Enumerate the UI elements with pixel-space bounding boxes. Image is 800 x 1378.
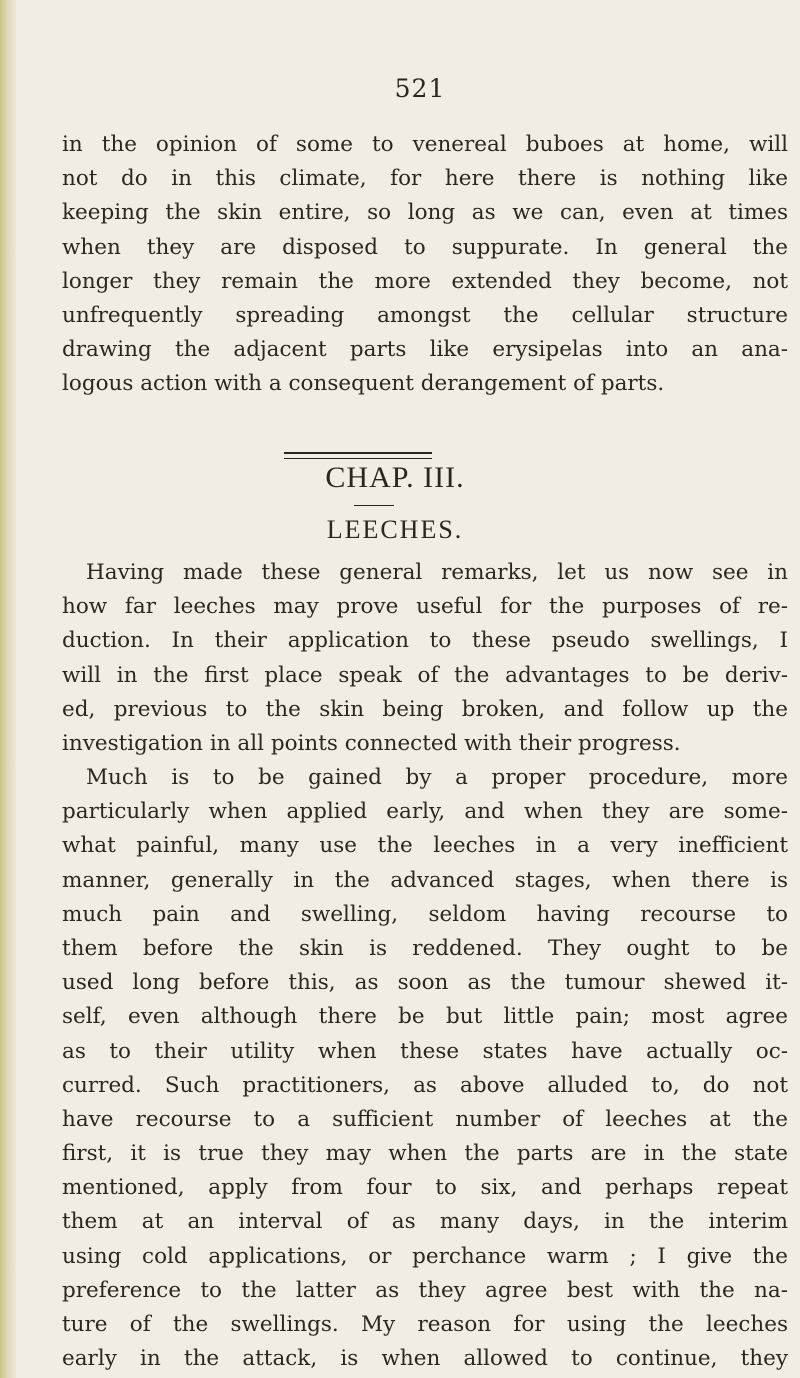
text-line: unfrequently spreading amongst the cellular structure bbox=[62, 302, 788, 328]
text-line: first, it is true they may when the parts are in the state bbox=[62, 1141, 788, 1167]
heading-underline bbox=[354, 505, 394, 506]
text-line: in the opinion of some to venereal buboes at home, will bbox=[62, 132, 788, 157]
text-line: drawing the adjacent parts like erysipelas into an ana- bbox=[62, 337, 788, 363]
text-line: duction. In their application to these pseudo swellings, I bbox=[62, 628, 788, 654]
text-line: investigation in all points connected with their progress. bbox=[62, 730, 681, 756]
body-paragraph bbox=[62, 761, 788, 1376]
text-line: using cold applications, or perchance warm ; I give the bbox=[62, 1243, 788, 1269]
text-line: have recourse to a sufficient number of leeches at the bbox=[62, 1106, 788, 1132]
text-line: how far leeches may prove useful for the purposes of re- bbox=[62, 594, 788, 620]
text-line: preference to the latter as they agree best with the na- bbox=[62, 1277, 788, 1303]
body-paragraph bbox=[62, 556, 788, 761]
text-line: will in the first place speak of the advantages to be deriv- bbox=[62, 662, 788, 688]
text-line: early in the attack, is when allowed to continue, they bbox=[62, 1346, 788, 1372]
text-line: manner, generally in the advanced stages, when there is bbox=[62, 867, 788, 893]
text-line: when they are disposed to suppurate. In general the bbox=[62, 234, 788, 260]
text-line: keeping the skin entire, so long as we can, even at times bbox=[62, 200, 788, 226]
text-line: as to their utility when these states have actually oc- bbox=[62, 1038, 788, 1064]
text-line: ture of the swellings. My reason for using the leeches bbox=[62, 1312, 788, 1337]
text-line: Having made these general remarks, let us now see in bbox=[86, 560, 788, 585]
text-line: them before the skin is reddened. They ought to be bbox=[62, 935, 788, 961]
chapter-heading: CHAP. III. bbox=[325, 461, 465, 494]
text-line: not do in this climate, for here there is nothing like bbox=[62, 166, 788, 192]
text-line: them at an interval of as many days, in the interim bbox=[62, 1209, 788, 1235]
opening-paragraph bbox=[62, 128, 788, 402]
text-line: much pain and swelling, seldom having recourse to bbox=[62, 901, 788, 927]
text-line: self, even although there be but little pain; most agree bbox=[62, 1004, 788, 1030]
page-number: 521 bbox=[394, 74, 446, 103]
text-line: used long before this, as soon as the tumour shewed it- bbox=[62, 970, 788, 996]
text-line: longer they remain the more extended they become, not bbox=[62, 268, 788, 294]
text-line: curred. Such practitioners, as above alluded to, do not bbox=[62, 1072, 788, 1098]
text-line: logous action with a consequent derangement of parts. bbox=[62, 371, 665, 397]
text-line: ed, previous to the skin being broken, and follow up the bbox=[62, 696, 788, 722]
text-line: particularly when applied early, and when they are some- bbox=[62, 799, 788, 825]
text-line: Much is to be gained by a proper procedure, more bbox=[86, 765, 788, 790]
text-line: what painful, many use the leeches in a very inefficient bbox=[62, 833, 788, 859]
text-line: mentioned, apply from four to six, and perhaps repeat bbox=[62, 1175, 788, 1201]
chapter-title: LEECHES. bbox=[326, 515, 464, 544]
